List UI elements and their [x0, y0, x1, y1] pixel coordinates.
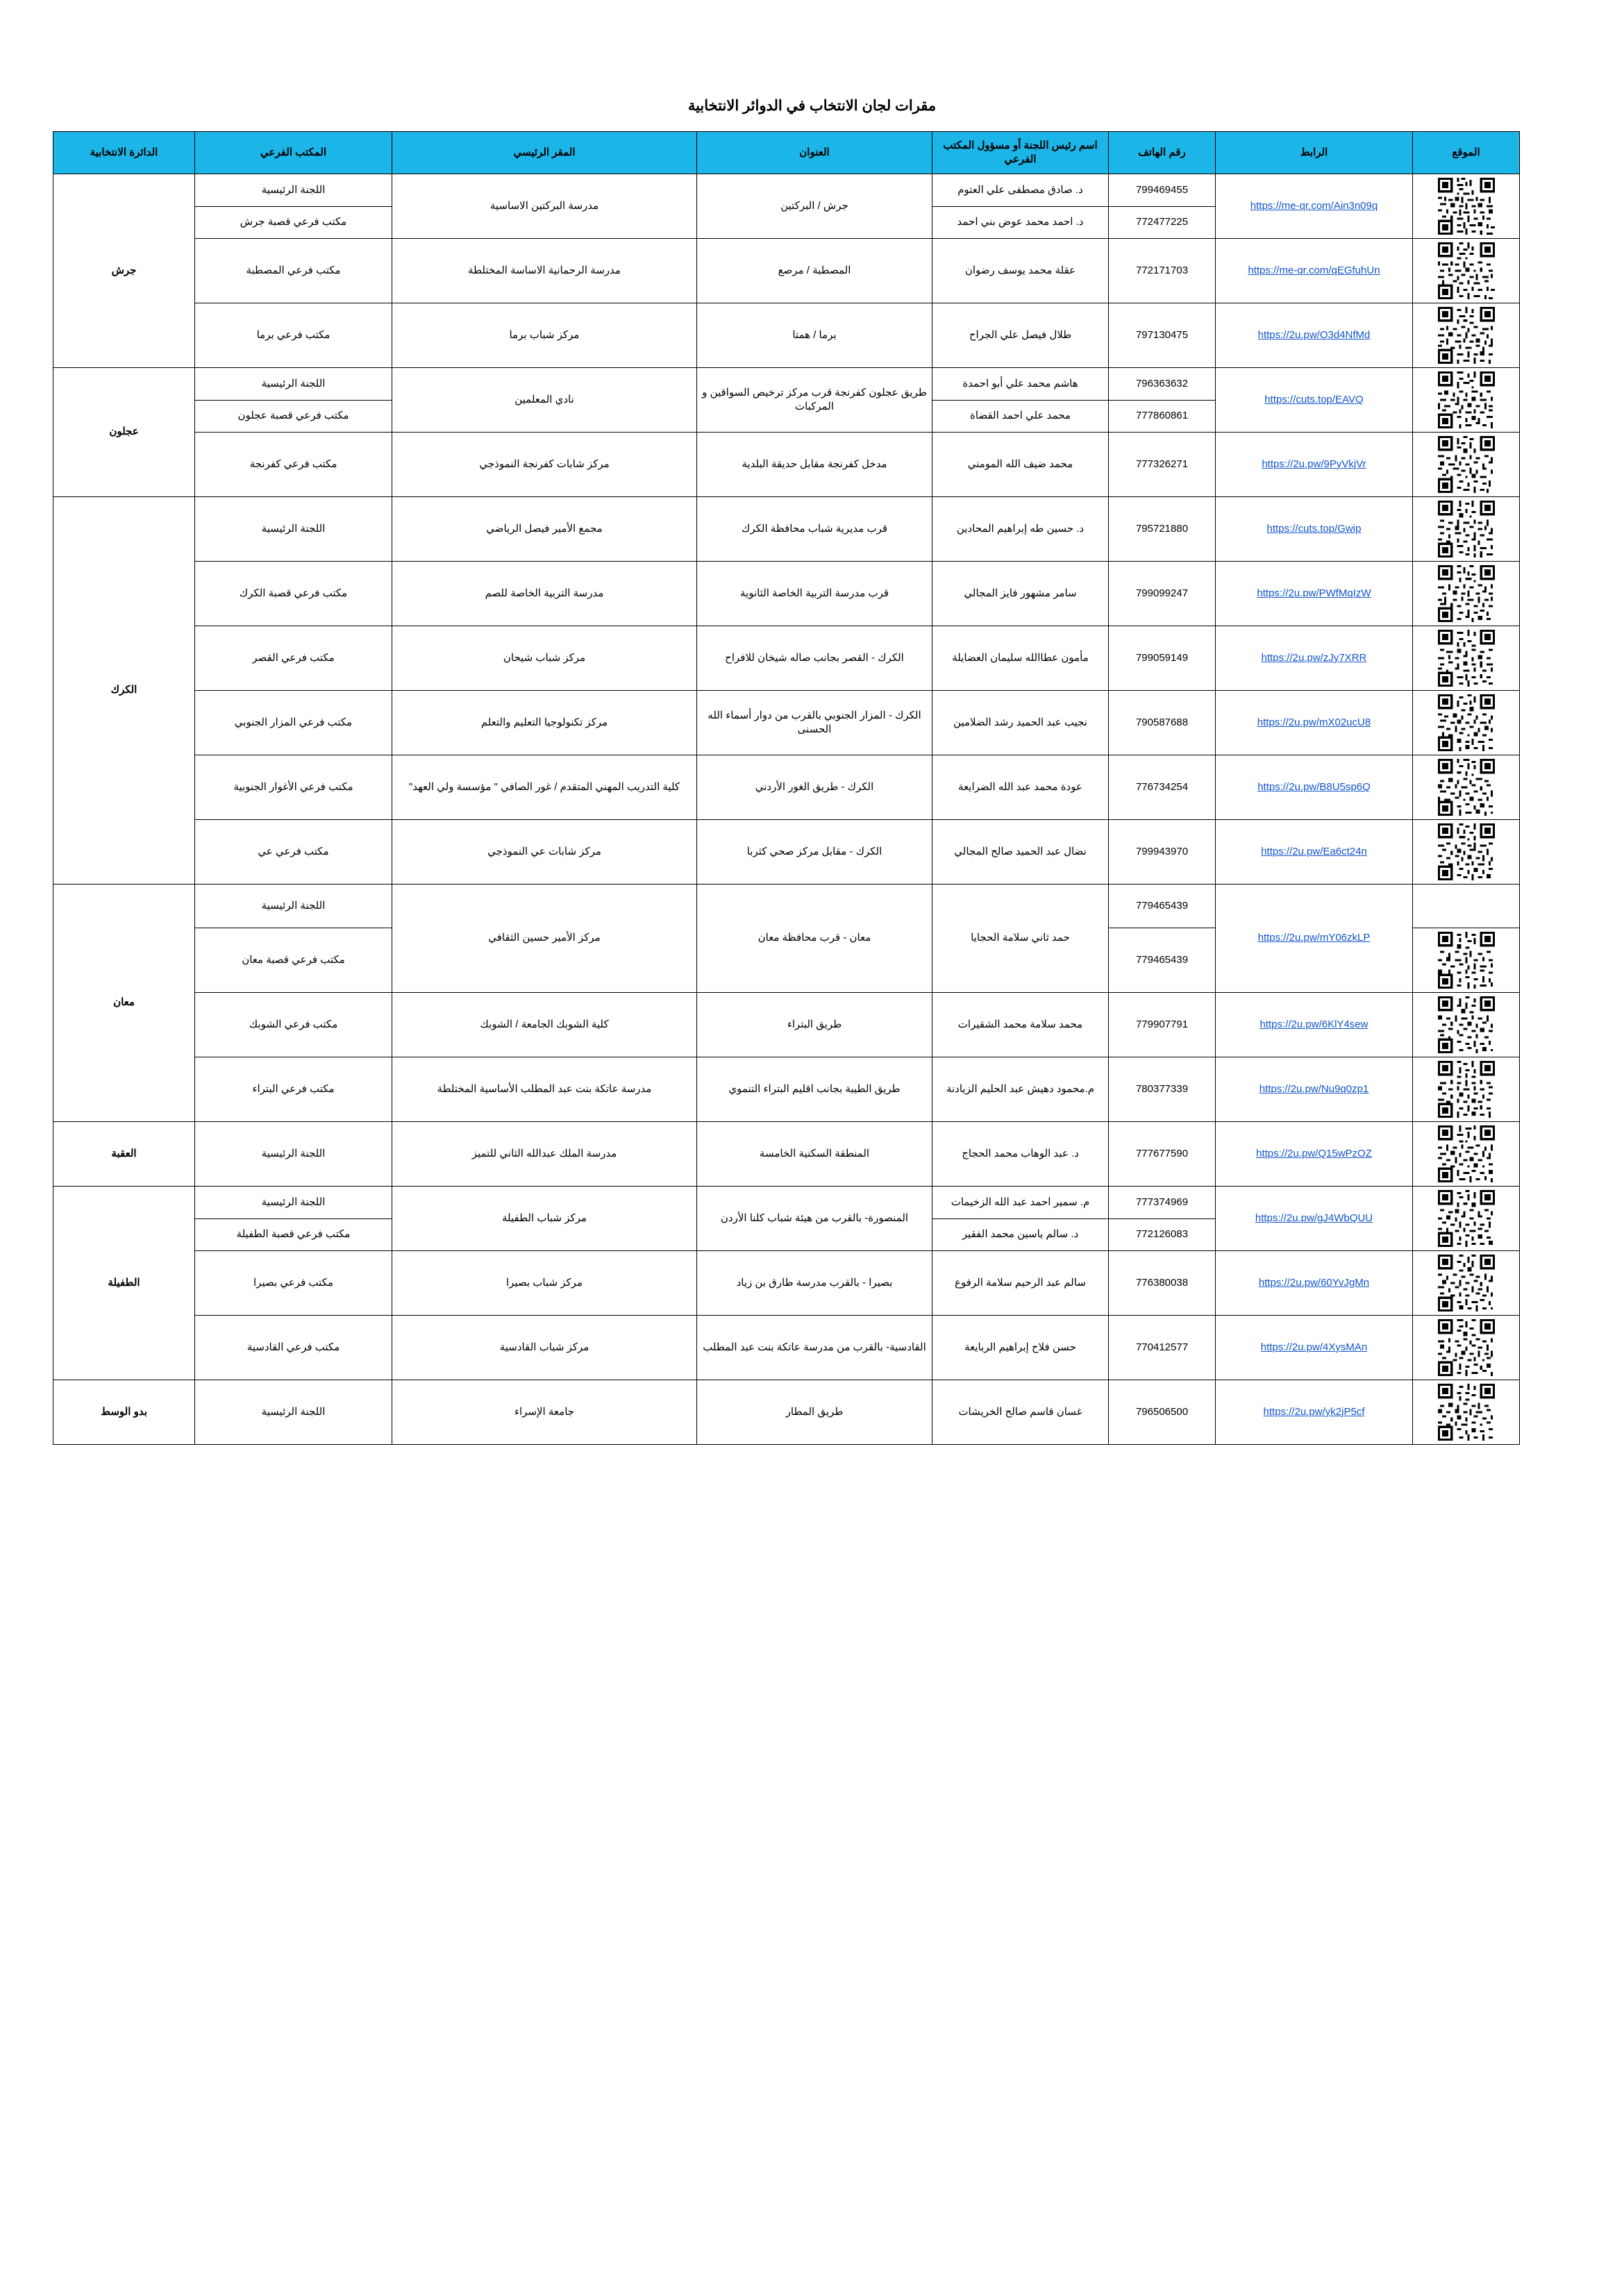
table-row	[53, 1380, 1520, 1445]
person-name-cell: طلال فيصل علي الجراح	[932, 303, 1109, 368]
district-cell: معان	[53, 885, 195, 1122]
main-office-cell: مدرسة الرحمانية الاساسة المختلطة	[392, 239, 697, 303]
sub-office-cell: مكتب فرعي القصر	[195, 626, 392, 691]
person-name-cell: محمد علي احمد القضاة	[932, 400, 1109, 433]
sub-office-cell: مكتب فرعي الأغوار الجنوبية	[195, 755, 392, 820]
qr-link-cell[interactable]	[1216, 1187, 1413, 1251]
qr-link-cell[interactable]	[1216, 755, 1413, 820]
address-cell: الكرك - مقابل مركز صحي كثربا	[697, 820, 932, 885]
sub-office-cell: مكتب فرعي القادسية	[195, 1316, 392, 1380]
main-office-cell: مركز تكنولوجيا التعليم والتعلم	[392, 691, 697, 755]
qr-code-cell[interactable]	[1413, 1122, 1520, 1187]
table-row	[53, 497, 1520, 562]
person-name-cell: محمد سلامة محمد الشقيرات	[932, 993, 1109, 1057]
qr-link-cell[interactable]	[1216, 993, 1413, 1057]
table-row	[53, 368, 1520, 401]
sub-office-cell: مكتب فرعي البتراء	[195, 1057, 392, 1122]
qr-link-cell[interactable]	[1216, 1057, 1413, 1122]
page-title: مقرات لجان الانتخاب في الدوائر الانتخابية	[687, 98, 937, 114]
main-office-cell: مركز شباب الطفيلة	[392, 1187, 697, 1251]
sub-office-cell: مكتب فرعي المصطبة	[195, 239, 392, 303]
phone-cell: 777326271	[1109, 433, 1216, 497]
person-name-cell: عودة محمد عبد الله الضرايعة	[932, 755, 1109, 820]
qr-link[interactable]: https://cuts.top/EAVQ	[1264, 393, 1364, 405]
person-name-cell: حسن فلاح إبراهيم الربايعة	[932, 1316, 1109, 1380]
person-name-cell: نضال عبد الحميد صالح المجالي	[932, 820, 1109, 885]
qr-code-cell[interactable]	[1413, 1057, 1520, 1122]
qr-link-cell[interactable]	[1216, 368, 1413, 433]
address-cell: المنصورة- بالقرب من هيئة شباب كلنا الأردن	[697, 1187, 932, 1251]
sub-office-cell: مكتب فرعي قصبة معان	[195, 928, 392, 993]
qr-link[interactable]: https://2u.pw/B8U5sp6Q	[1257, 780, 1371, 793]
phone-cell: 796363632	[1109, 368, 1216, 401]
district-cell: جرش	[53, 174, 195, 368]
address-cell: الكرك - المزار الجنوبي بالقرب من دوار أسماء الله الحسنى	[697, 691, 932, 755]
qr-code-cell[interactable]	[1413, 1380, 1520, 1445]
qr-code-cell[interactable]	[1413, 1251, 1520, 1316]
district-cell: الطفيلة	[53, 1187, 195, 1380]
person-name-cell: د. صادق مصطفى علي العتوم	[932, 174, 1109, 207]
address-cell: بصيرا - بالقرب مدرسة طارق بن زياد	[697, 1251, 932, 1316]
phone-cell: 779907791	[1109, 993, 1216, 1057]
phone-cell: 795721880	[1109, 497, 1216, 562]
person-name-cell: عقلة محمد يوسف رضوان	[932, 239, 1109, 303]
qr-link[interactable]: https://me-qr.com/qEGfuhUn	[1248, 264, 1380, 276]
qr-code-icon	[1436, 692, 1497, 753]
qr-link-cell[interactable]	[1216, 497, 1413, 562]
sub-office-cell: مكتب فرعي بصيرا	[195, 1251, 392, 1316]
qr-code-icon	[1436, 240, 1497, 301]
qr-link-cell[interactable]	[1216, 820, 1413, 885]
address-cell: طريق الطيبة بجانب اقليم البتراء التنموي	[697, 1057, 932, 1122]
address-cell: برما / همتا	[697, 303, 932, 368]
qr-code-cell[interactable]	[1413, 562, 1520, 626]
qr-link[interactable]: https://2u.pw/6KlY4sew	[1259, 1018, 1368, 1030]
sub-office-cell: مكتب فرعي برما	[195, 303, 392, 368]
table-row	[53, 1251, 1520, 1316]
sub-office-cell: مكتب فرعي قصبة الكرك	[195, 562, 392, 626]
phone-cell: 779465439	[1109, 885, 1216, 928]
qr-link[interactable]: https://2u.pw/Ea6ct24n	[1261, 845, 1367, 857]
table-row	[53, 885, 1520, 928]
table-body	[53, 174, 1520, 1445]
qr-code-cell[interactable]	[1413, 820, 1520, 885]
qr-link-cell[interactable]	[1216, 1380, 1413, 1445]
qr-code-icon	[1436, 994, 1497, 1055]
qr-code-cell[interactable]	[1413, 993, 1520, 1057]
main-office-cell: مدرسة الملك عبدالله الثاني للتميز	[392, 1122, 697, 1187]
address-cell: طريق المطار	[697, 1380, 932, 1445]
phone-cell: 780377339	[1109, 1057, 1216, 1122]
qr-code-cell[interactable]	[1413, 303, 1520, 368]
sub-office-cell: مكتب فرعي عي	[195, 820, 392, 885]
table-header	[53, 132, 1520, 174]
phone-cell: 796506500	[1109, 1380, 1216, 1445]
phone-cell: 797130475	[1109, 303, 1216, 368]
phone-cell: 772126083	[1109, 1218, 1216, 1251]
qr-link-cell[interactable]	[1216, 174, 1413, 239]
main-office-cell: مركز شابات عي النموذجي	[392, 820, 697, 885]
qr-code-cell[interactable]	[1413, 885, 1520, 928]
sub-office-cell: اللجنة الرئيسية	[195, 885, 392, 928]
phone-cell: 776734254	[1109, 755, 1216, 820]
qr-code-icon	[1436, 305, 1497, 366]
table-row	[53, 239, 1520, 303]
sub-office-cell: مكتب فرعي الشوبك	[195, 993, 392, 1057]
sub-office-cell: اللجنة الرئيسية	[195, 368, 392, 401]
address-cell: الكرك - طريق الغور الأردني	[697, 755, 932, 820]
column-header-site: الموقع	[1413, 132, 1520, 174]
column-header-district: الدائرة الانتخابية	[53, 132, 195, 174]
qr-code-cell[interactable]	[1413, 755, 1520, 820]
phone-cell: 770412577	[1109, 1316, 1216, 1380]
qr-link[interactable]: https://2u.pw/9PyVkjVr	[1262, 458, 1366, 470]
district-cell: الكرك	[53, 497, 195, 885]
main-office-cell: نادي المعلمين	[392, 368, 697, 433]
sub-office-cell: مكتب فرعي قصبة جرش	[195, 206, 392, 239]
district-cell: عجلون	[53, 368, 195, 497]
phone-cell: 799943970	[1109, 820, 1216, 885]
qr-code-icon	[1436, 930, 1497, 991]
phone-cell: 772477225	[1109, 206, 1216, 239]
sub-office-cell: اللجنة الرئيسية	[195, 497, 392, 562]
main-office-cell: مدرسة التربية الخاصة للصم	[392, 562, 697, 626]
qr-link-cell[interactable]	[1216, 1122, 1413, 1187]
qr-link-cell[interactable]	[1216, 303, 1413, 368]
qr-link-cell[interactable]	[1216, 885, 1413, 993]
sub-office-cell: اللجنة الرئيسية	[195, 1187, 392, 1219]
column-header-main-office: المقر الرئيسي	[392, 132, 697, 174]
sub-office-cell: مكتب فرعي قصبة عجلون	[195, 400, 392, 433]
sub-office-cell: اللجنة الرئيسية	[195, 1380, 392, 1445]
qr-code-icon	[1436, 628, 1497, 689]
table-row	[53, 820, 1520, 885]
main-office-cell: مدرسة عاتكة بنت عبد المطلب الأساسية المختلطة	[392, 1057, 697, 1122]
sub-office-cell: اللجنة الرئيسية	[195, 174, 392, 207]
phone-cell: 772171703	[1109, 239, 1216, 303]
person-name-cell: م.محمود دهيش عبد الحليم الزيادنة	[932, 1057, 1109, 1122]
main-office-cell: مركز شابات كفرنجة النموذجي	[392, 433, 697, 497]
qr-link[interactable]: https://2u.pw/60YvJgMn	[1258, 1276, 1370, 1289]
address-cell: طريق عجلون كفرنجة قرب مركز ترخيص السواقين و المركبات	[697, 368, 932, 433]
main-office-cell: كلية التدريب المهني المتقدم / غور الصافي " مؤسسة ولي العهد"	[392, 755, 697, 820]
main-office-cell: مدرسة البركتين الاساسية	[392, 174, 697, 239]
qr-code-cell[interactable]	[1413, 239, 1520, 303]
phone-cell: 799099247	[1109, 562, 1216, 626]
person-name-cell: سامر مشهور فايز المجالي	[932, 562, 1109, 626]
main-office-cell: مجمع الأمير فيصل الرياضي	[392, 497, 697, 562]
table-row	[53, 691, 1520, 755]
qr-link[interactable]: https://2u.pw/yk2jP5cf	[1263, 1405, 1365, 1418]
qr-code-icon	[1436, 563, 1497, 624]
qr-link-cell[interactable]	[1216, 626, 1413, 691]
table-row	[53, 755, 1520, 820]
main-office-cell: مركز شباب بصيرا	[392, 1251, 697, 1316]
address-cell: معان - قرب محافظة معان	[697, 885, 932, 993]
phone-cell: 776380038	[1109, 1251, 1216, 1316]
phone-cell: 790587688	[1109, 691, 1216, 755]
qr-code-icon	[1436, 434, 1497, 495]
table-row	[53, 433, 1520, 497]
qr-link[interactable]: https://cuts.top/Gwip	[1266, 522, 1362, 535]
qr-link[interactable]: https://2u.pw/gJ4WbQUU	[1255, 1212, 1373, 1224]
phone-cell: 799059149	[1109, 626, 1216, 691]
qr-link[interactable]: https://2u.pw/mY06zkLP	[1257, 932, 1371, 944]
qr-code-icon	[1436, 1382, 1497, 1443]
election-committees-table	[53, 131, 1520, 1445]
qr-link-cell[interactable]	[1216, 1251, 1413, 1316]
qr-code-cell[interactable]	[1413, 433, 1520, 497]
sub-office-cell: مكتب فرعي قصبة الطفيلة	[195, 1218, 392, 1251]
person-name-cell: حمد ثاني سلامة الحجايا	[932, 885, 1109, 993]
qr-code-cell[interactable]	[1413, 497, 1520, 562]
sub-office-cell: اللجنة الرئيسية	[195, 1122, 392, 1187]
district-cell: العقبة	[53, 1122, 195, 1187]
phone-cell: 779465439	[1109, 928, 1216, 993]
phone-cell: 777677590	[1109, 1122, 1216, 1187]
qr-code-icon	[1436, 1188, 1497, 1249]
phone-cell: 799469455	[1109, 174, 1216, 207]
address-cell: قرب مديرية شباب محافظة الكرك	[697, 497, 932, 562]
qr-code-cell[interactable]	[1413, 174, 1520, 239]
sub-office-cell: مكتب فرعي المزار الجنوبي	[195, 691, 392, 755]
person-name-cell: هاشم محمد علي أبو احمدة	[932, 368, 1109, 401]
qr-link-cell[interactable]	[1216, 562, 1413, 626]
main-office-cell: كلية الشوبك الجامعة / الشوبك	[392, 993, 697, 1057]
address-cell: الكرك - القصر بجانب صاله شيخان للافراح	[697, 626, 932, 691]
qr-code-icon	[1436, 757, 1497, 818]
table-row	[53, 1057, 1520, 1122]
main-office-cell: مركز شباب شيحان	[392, 626, 697, 691]
person-name-cell: م. سمير احمد عبد الله الزخيمات	[932, 1187, 1109, 1219]
qr-link[interactable]: https://2u.pw/Q15wPzOZ	[1256, 1147, 1372, 1159]
qr-code-icon	[1436, 369, 1497, 430]
table-row	[53, 174, 1520, 207]
qr-code-icon	[1436, 176, 1497, 237]
qr-code-cell[interactable]	[1413, 626, 1520, 691]
qr-link[interactable]: https://2u.pw/O3d4NfMd	[1257, 328, 1371, 341]
person-name-cell: غسان قاسم صالح الخريشات	[932, 1380, 1109, 1445]
table-row	[53, 1122, 1520, 1187]
qr-link[interactable]: https://2u.pw/Nu9q0zp1	[1259, 1082, 1369, 1095]
main-office-cell: جامعة الإسراء	[392, 1380, 697, 1445]
qr-code-icon	[1436, 498, 1497, 560]
qr-link-cell[interactable]	[1216, 1316, 1413, 1380]
table-header-row	[53, 132, 1520, 174]
main-office-cell: مركز شباب القادسية	[392, 1316, 697, 1380]
main-office-cell: مركز شباب برما	[392, 303, 697, 368]
main-office-cell: مركز الأمير حسين الثقافي	[392, 885, 697, 993]
person-name-cell: سالم عبد الرحيم سلامة الرفوع	[932, 1251, 1109, 1316]
table-row	[53, 1187, 1520, 1219]
person-name-cell: محمد ضيف الله المومني	[932, 433, 1109, 497]
address-cell: المصطبة / مرصع	[697, 239, 932, 303]
qr-code-cell[interactable]	[1413, 1187, 1520, 1251]
phone-cell: 777860861	[1109, 400, 1216, 433]
person-name-cell: مأمون عطاالله سليمان العضايلة	[932, 626, 1109, 691]
address-cell: جرش / البركتين	[697, 174, 932, 239]
qr-link[interactable]: https://2u.pw/mX02ucU8	[1257, 716, 1371, 728]
column-header-phone: رقم الهاتف	[1109, 132, 1216, 174]
person-name-cell: د. سالم ياسين محمد الفقير	[932, 1218, 1109, 1251]
qr-code-cell[interactable]	[1413, 691, 1520, 755]
table-row	[53, 626, 1520, 691]
district-cell: بدو الوسط	[53, 1380, 195, 1445]
address-cell: قرب مدرسة التربية الخاصة الثانوية	[697, 562, 932, 626]
column-header-address: العنوان	[697, 132, 932, 174]
table-row	[53, 1316, 1520, 1380]
qr-code-cell[interactable]	[1413, 1316, 1520, 1380]
qr-link-cell[interactable]	[1216, 691, 1413, 755]
qr-code-icon	[1436, 1252, 1497, 1314]
qr-link[interactable]: https://2u.pw/zJy7XRR	[1261, 651, 1367, 664]
table-row	[53, 993, 1520, 1057]
qr-link-cell[interactable]	[1216, 239, 1413, 303]
qr-code-cell[interactable]	[1413, 368, 1520, 433]
address-cell: القادسية- بالقرب من مدرسة عاتكة بنت عبد المطلب	[697, 1316, 932, 1380]
phone-cell: 777374969	[1109, 1187, 1216, 1219]
person-name-cell: نجيب عبد الحميد رشد الضلامين	[932, 691, 1109, 755]
person-name-cell: د. حسين طه إبراهيم المحادين	[932, 497, 1109, 562]
table-row	[53, 562, 1520, 626]
address-cell: طريق البتراء	[697, 993, 932, 1057]
qr-code-icon	[1436, 1059, 1497, 1120]
qr-code-icon	[1436, 1123, 1497, 1184]
address-cell: المنطقة السكنية الخامسة	[697, 1122, 932, 1187]
column-header-link: الرابط	[1216, 132, 1413, 174]
person-name-cell: د. عبد الوهاب محمد الحجاج	[932, 1122, 1109, 1187]
sub-office-cell: مكتب فرعي كفرنجة	[195, 433, 392, 497]
qr-code-icon	[1436, 821, 1497, 882]
address-cell: مدخل كفرنجة مقابل حديقة البلدية	[697, 433, 932, 497]
table-row	[53, 303, 1520, 368]
column-header-name: اسم رئيس اللجنة أو مسؤول المكتب الفرعي	[932, 132, 1109, 174]
qr-code-cell[interactable]	[1413, 928, 1520, 993]
qr-link-cell[interactable]	[1216, 433, 1413, 497]
qr-link[interactable]: https://me-qr.com/Ain3n09q	[1250, 199, 1378, 212]
person-name-cell: د. احمد محمد عوض بني احمد	[932, 206, 1109, 239]
column-header-sub-office: المكتب الفرعي	[195, 132, 392, 174]
qr-link[interactable]: https://2u.pw/4XysMAn	[1260, 1341, 1368, 1353]
qr-code-icon	[1436, 1317, 1497, 1378]
qr-link[interactable]: https://2u.pw/PWfMqIzW	[1257, 587, 1371, 599]
